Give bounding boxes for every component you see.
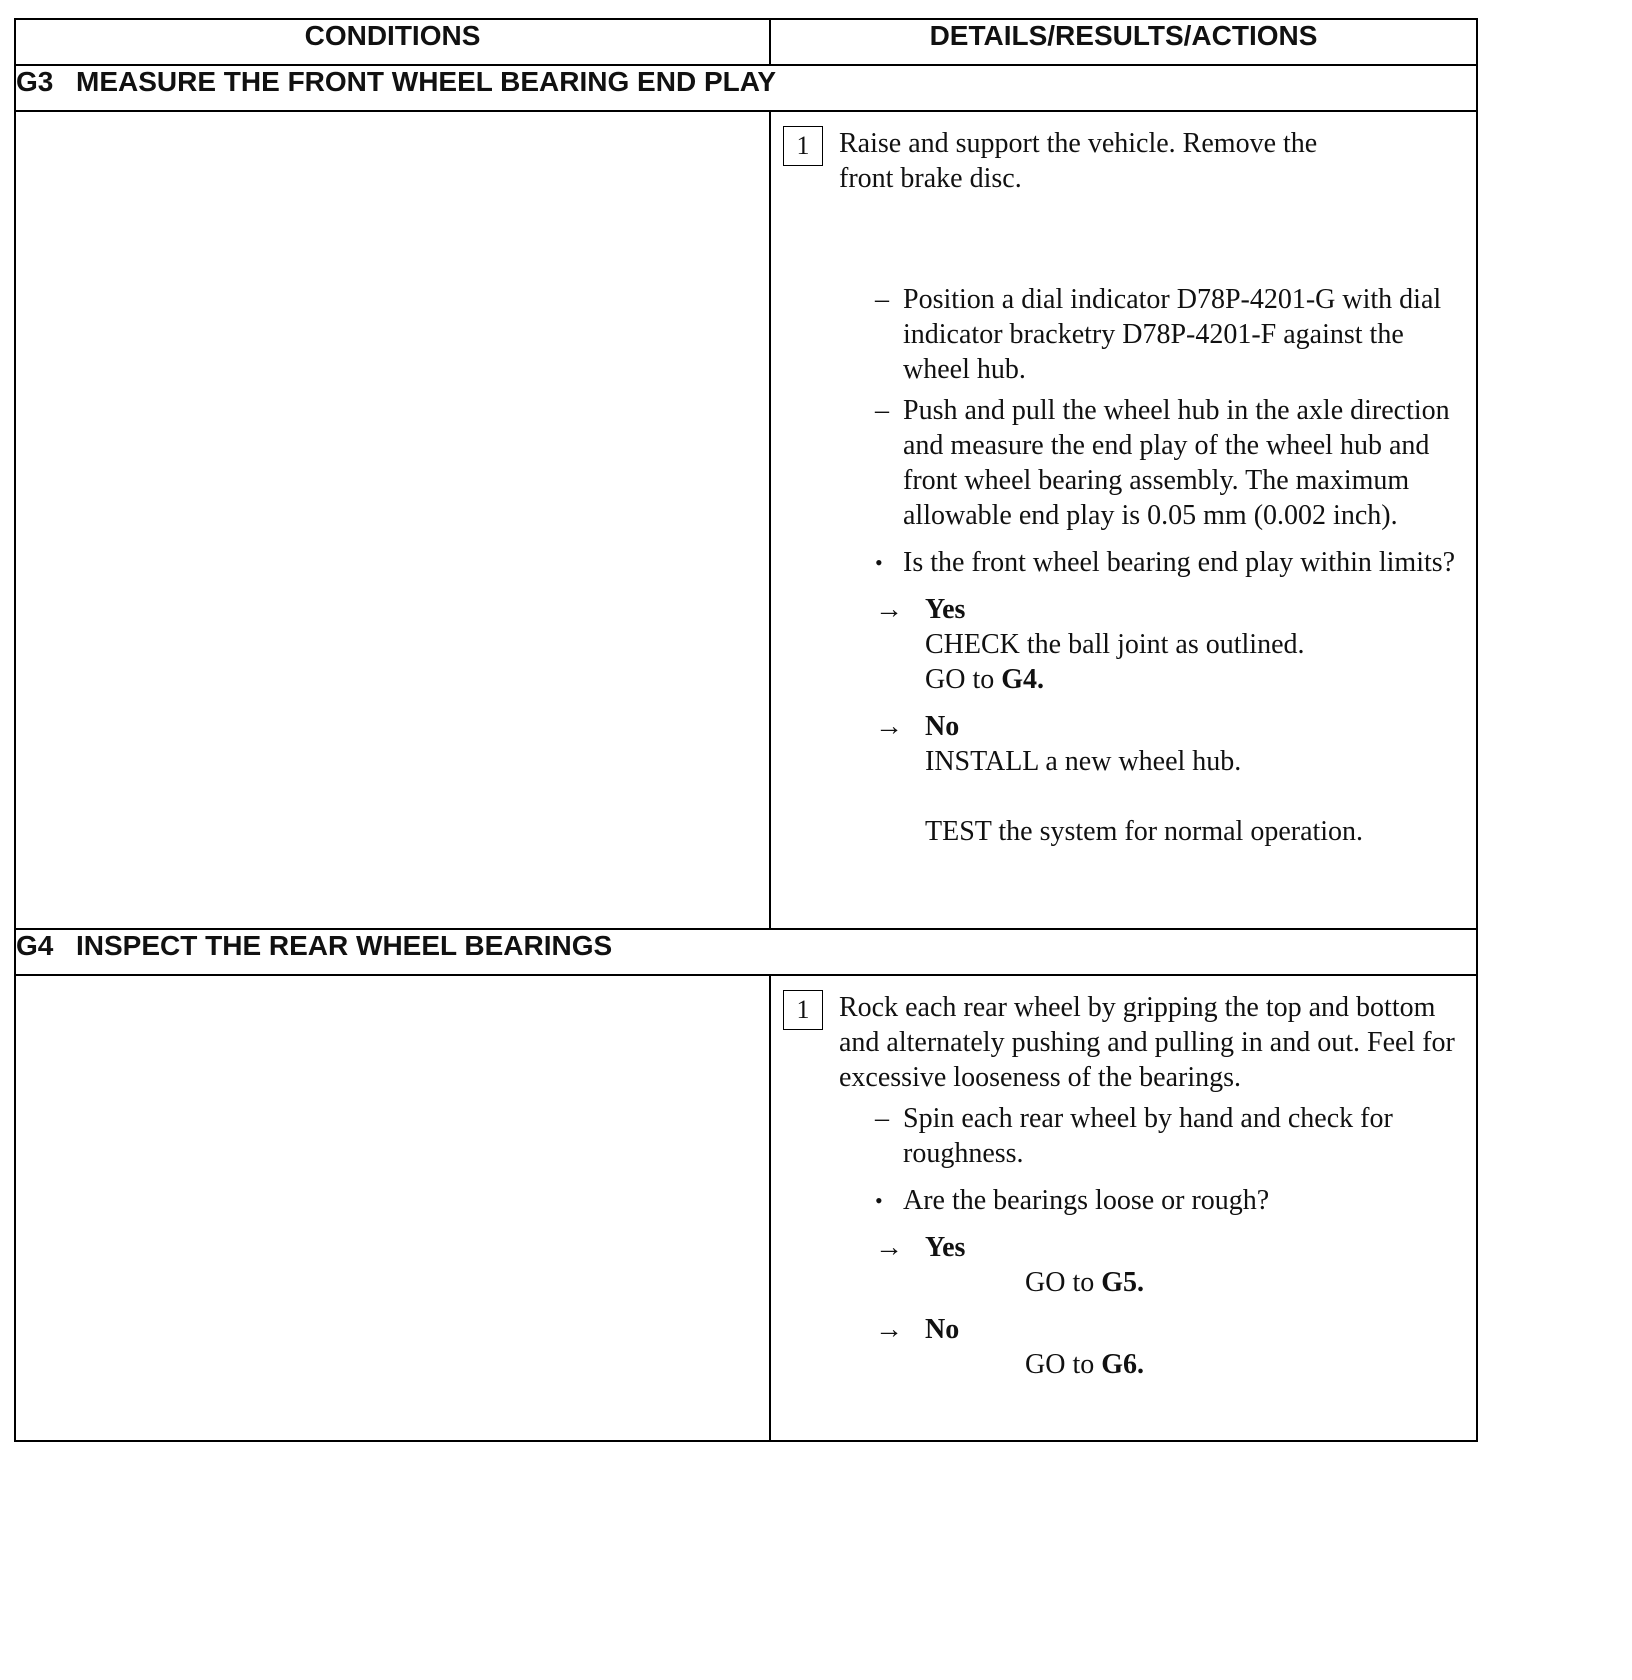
section-title-text: INSPECT THE REAR WHEEL BEARINGS — [76, 930, 613, 961]
step-text: Rock each rear wheel by gripping the top and bottom and alternately pushing and pulling in and out. Feel for excessive looseness of the bearings. — [839, 992, 1455, 1093]
goto-ref: G4. — [1001, 664, 1045, 695]
answer-label: No — [925, 1314, 960, 1345]
section-title-text: MEASURE THE FRONT WHEEL BEARING END PLAY — [76, 66, 777, 97]
details-cell-g3 — [770, 111, 1477, 929]
details-column-header: DETAILS/RESULTS/ACTIONS — [770, 19, 1477, 65]
answer-label: No — [925, 711, 960, 742]
arrow-icon: → — [875, 711, 903, 742]
section-header-row-g3 — [15, 65, 1477, 111]
answer-yes — [783, 1230, 1458, 1300]
answer-action: TEST the system for normal operation. — [925, 816, 1364, 847]
goto-prefix: GO to — [1025, 1267, 1095, 1298]
answer-no — [783, 1312, 1458, 1382]
step-number-box: 1 — [783, 990, 823, 1030]
conditions-column-header: CONDITIONS — [15, 19, 770, 65]
question-item — [783, 1183, 1458, 1218]
question-text: Are the bearings loose or rough? — [903, 1185, 1270, 1216]
bullet-marker: • — [875, 550, 883, 575]
dash-marker: – — [875, 284, 889, 315]
section-header-row-g4 — [15, 929, 1477, 975]
goto-ref: G6. — [1101, 1349, 1145, 1380]
answer-label: Yes — [925, 1232, 966, 1263]
conditions-cell-g3 — [15, 111, 770, 929]
answer-action: INSTALL a new wheel hub. — [925, 746, 1242, 777]
column-header-row — [15, 19, 1477, 65]
goto-line — [925, 662, 1458, 697]
goto-line — [925, 1265, 1458, 1300]
answer-no — [783, 709, 1458, 849]
details-cell-g4 — [770, 975, 1477, 1441]
question-text: Is the front wheel bearing end play within limits? — [903, 547, 1456, 578]
step-1-g3 — [783, 126, 1458, 196]
goto-line — [925, 1347, 1458, 1382]
section-body-row-g3 — [15, 111, 1477, 929]
step-1-g4 — [783, 990, 1458, 1095]
section-code: G4 — [16, 930, 54, 961]
answer-action: CHECK the ball joint as outlined. — [925, 629, 1305, 660]
goto-ref: G5. — [1101, 1267, 1145, 1298]
goto-prefix: GO to — [1025, 1349, 1095, 1380]
answer-label: Yes — [925, 594, 966, 625]
section-title-g4 — [15, 929, 1477, 975]
dash-item-text: Position a dial indicator D78P-4201-G with dial indicator bracketry D78P-4201-F against the wheel hub. — [903, 284, 1442, 385]
dash-item — [783, 282, 1458, 387]
section-code: G3 — [16, 66, 54, 97]
dash-item-text: Push and pull the wheel hub in the axle direction and measure the end play of the wheel hub and front wheel bearing assembly. The maximum allowable end play is 0.05 mm (0.002 inch). — [903, 395, 1450, 531]
conditions-cell-g4 — [15, 975, 770, 1441]
dash-item — [783, 393, 1458, 533]
goto-prefix: GO to — [925, 664, 995, 695]
dash-item — [783, 1101, 1458, 1171]
dash-item-text: Spin each rear wheel by hand and check for roughness. — [903, 1103, 1393, 1169]
arrow-icon: → — [875, 1314, 903, 1345]
arrow-icon: → — [875, 594, 903, 625]
dash-marker: – — [875, 395, 889, 426]
section-body-row-g4 — [15, 975, 1477, 1441]
arrow-icon: → — [875, 1232, 903, 1263]
step-number-box: 1 — [783, 126, 823, 166]
step-text: Raise and support the vehicle. Remove the front brake disc. — [839, 128, 1318, 194]
section-title-g3 — [15, 65, 1477, 111]
bullet-marker: • — [875, 1188, 883, 1213]
question-item — [783, 545, 1458, 580]
dash-marker: – — [875, 1103, 889, 1134]
answer-yes — [783, 592, 1458, 697]
diagnostic-procedure-table — [14, 18, 1478, 1442]
